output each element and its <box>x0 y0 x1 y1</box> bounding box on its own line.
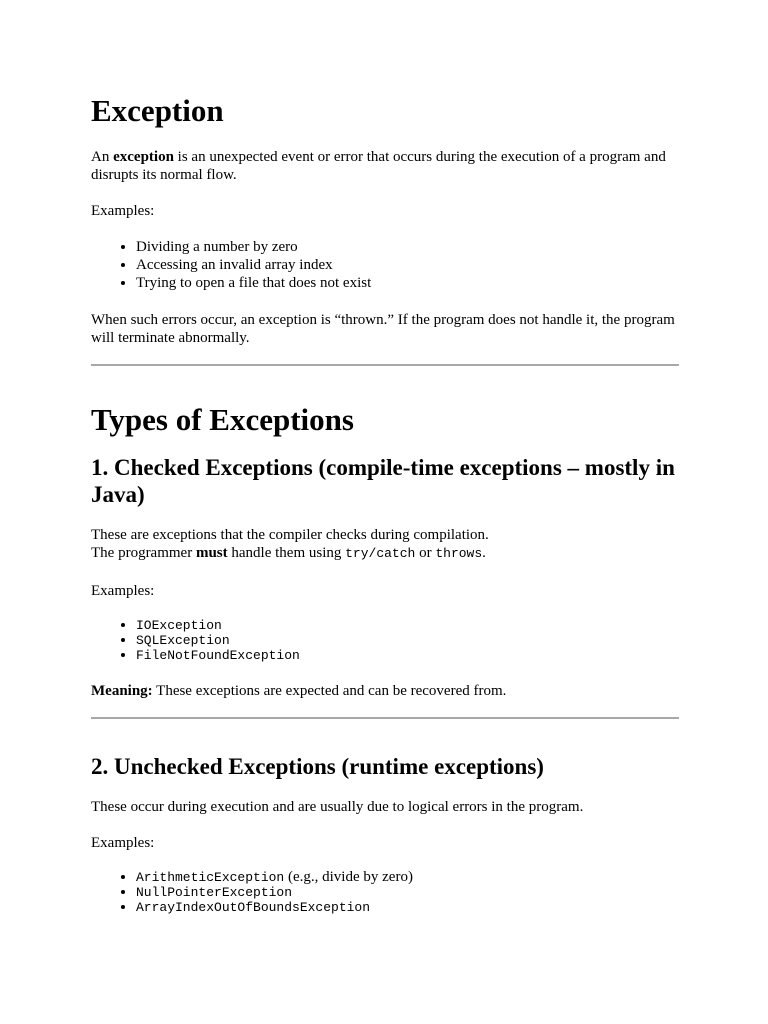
meaning-text: These exceptions are expected and can be recovered from. <box>152 683 507 699</box>
file-not-found-exception: FileNotFoundException <box>136 648 300 663</box>
section-divider <box>91 364 679 366</box>
code-throws: throws <box>435 546 483 561</box>
checked-examples-list <box>91 618 679 663</box>
arithmetic-exception: ArithmeticException <box>136 870 285 885</box>
list-item: • Trying to open a file that does not exist <box>136 274 679 292</box>
exception-definition <box>91 148 679 184</box>
array-index-out-of-bounds-exception: ArrayIndexOutOfBoundsException <box>136 900 371 915</box>
checked-description <box>91 526 679 563</box>
definition-prefix: An <box>91 149 114 165</box>
checked-line-2-end: . <box>482 545 486 561</box>
examples-label: Examples: <box>91 203 155 219</box>
examples-label: Examples: <box>91 835 155 851</box>
must-emphasis: must <box>195 545 228 561</box>
thrown-explanation: When such errors occur, an exception is “thrown.” If the program does not handle it, the program will terminate abnormally. <box>91 312 675 346</box>
meaning-label: Meaning: <box>91 683 153 699</box>
checked-line-2-mid: handle them using <box>227 545 346 561</box>
checked-line-2-or: or <box>415 545 436 561</box>
list-item <box>136 633 679 648</box>
document-content <box>91 91 679 915</box>
list-item <box>136 648 679 663</box>
examples-label: Examples: <box>91 583 155 599</box>
null-pointer-exception: NullPointerException <box>136 885 293 900</box>
list-item <box>136 900 679 915</box>
heading-exception: Exception <box>91 93 224 128</box>
list-item: • Accessing an invalid array index <box>136 256 679 274</box>
arithmetic-note: (e.g., divide by zero) <box>284 869 413 885</box>
checked-meaning <box>91 682 679 700</box>
checked-line-1: These are exceptions that the compiler checks during compilation. <box>91 527 489 543</box>
definition-term: exception <box>113 149 174 165</box>
unchecked-examples-list <box>91 870 679 915</box>
exception-examples-list <box>91 238 679 292</box>
heading-types-of-exceptions: Types of Exceptions <box>91 402 354 437</box>
section-divider <box>91 717 679 719</box>
checked-line-2-prefix: The programmer <box>91 545 196 561</box>
list-item <box>136 870 679 885</box>
definition-rest: is an unexpected event or error that occurs during the execution of a program and disrupts its normal flow. <box>91 149 666 183</box>
unchecked-description: These occur during execution and are usually due to logical errors in the program. <box>91 799 584 815</box>
io-exception: IOException <box>136 618 222 633</box>
heading-checked-exceptions: 1. Checked Exceptions (compile-time exceptions – mostly in Java) <box>91 455 675 507</box>
list-item <box>136 885 679 900</box>
code-try-catch: try/catch <box>345 546 416 561</box>
sql-exception: SQLException <box>136 633 230 648</box>
list-item: • Dividing a number by zero <box>136 238 679 256</box>
heading-unchecked-exceptions: 2. Unchecked Exceptions (runtime exceptions) <box>91 754 544 779</box>
list-item <box>136 618 679 633</box>
